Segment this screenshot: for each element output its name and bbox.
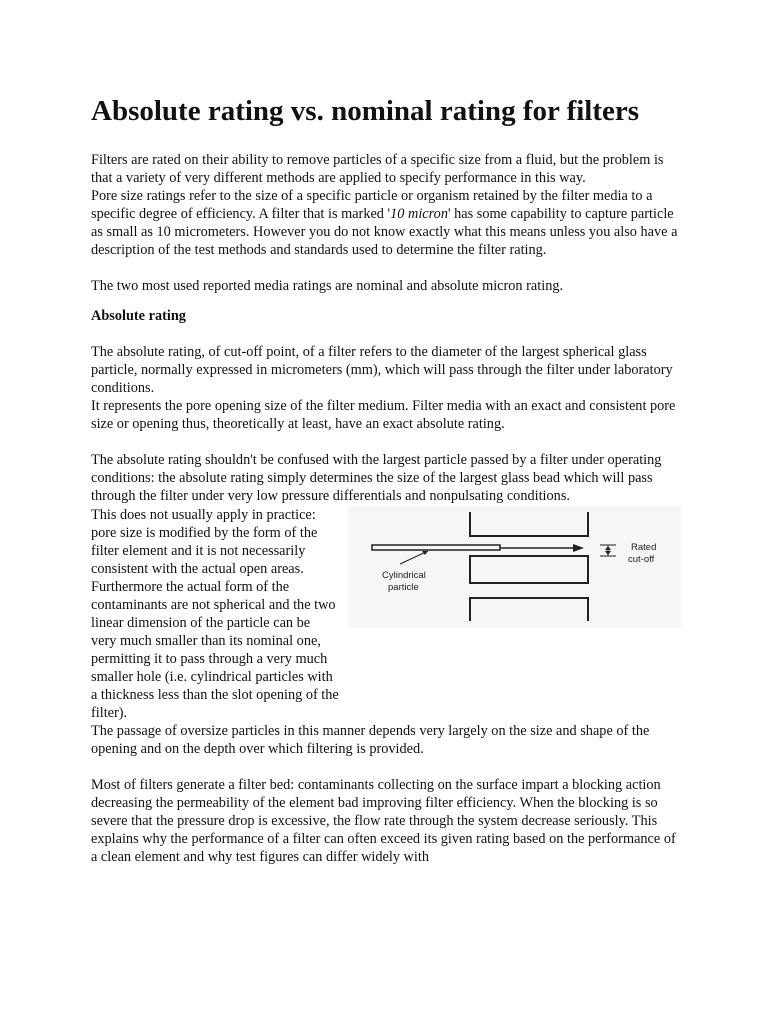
intro-paragraph-3: The two most used reported media ratings are nominal and absolute micron rating. [91,278,564,294]
absolute-paragraph-1: The absolute rating, of cut-off point, of a filter refers to the diameter of the largest spherical glass particle, normally expressed in micrometers (mm), which will pass through the filter under laboratory conditions. [91,344,673,396]
absolute-paragraph-3: The absolute rating shouldn't be confused with the largest particle passed by a filter under operating conditions: the absolute rating simply determines the size of the largest glass bead which will pass through the filter under very low pressure differentials and nonpulsating conditions. [91,452,662,504]
intro-paragraph-1: Filters are rated on their ability to remove particles of a specific size from a fluid, but the problem is that a variety of very different methods are applied to specify performance in this way. [91,152,664,186]
intro-paragraph-2 [91,187,681,259]
cylindrical-particle-shape [372,545,500,550]
cutoff-arrow-up [605,546,611,550]
intro-paragraph-2-text-a: Pore size ratings refer to the size of a specific particle or organism retained by the filter media to a specific degree of efficiency. A filter that is marked ' [91,188,653,222]
intro-paragraph-2-text-b: ' has some capability to capture particle as small as 10 micrometers. However you do not know exactly what this means unless you also have a description of the test methods and standards used to determine the filter rating. [91,206,678,258]
rated-label-line-1: Rated [631,542,657,553]
absolute-paragraph-2: It represents the pore opening size of the filter medium. Filter media with an exact and consistent pore size or opening thus, theoretically at least, have an exact absolute rating. [91,398,676,432]
document-page [91,92,681,866]
absolute-paragraph-5: Most of filters generate a filter bed: contaminants collecting on the surface impart a blocking action decreasing the permeability of the element bad improving filter efficiency. When the blocking is so severe that the pressure drop is excessive, the flow rate through the system decrease seriously. This explains why the performance of a filter can often exceed its given rating based on the performance of a clean element and why test figures can differ widely with [91,777,676,865]
micron-emphasis: 10 micron [390,206,448,222]
flow-arrow-head [573,544,584,552]
filter-bottom-plate [470,598,588,621]
figure-row [91,506,681,722]
particle-label-line-2: particle [388,582,419,593]
section-heading-absolute-rating: Absolute rating [91,308,186,324]
particle-label-line-1: Cylindrical [382,570,426,581]
filter-diagram-svg [348,506,682,628]
filter-diagram [348,506,681,628]
cutoff-arrow-down [605,551,611,555]
absolute-paragraph-4: The passage of oversize particles in this manner depends very largely on the size and shape of the opening and on the depth over which filtering is provided. [91,723,650,757]
figure-side-text: This does not usually apply in practice: pore size is modified by the form of the filter element and it is not necessarily consistent with the actual open areas. Furthermore the actual form of the contaminants are not spherical and the two linear dimension of the particle can be very much smaller than its nominal one, permitting it to pass through a very much smaller hole (i.e. cylindrical particles with a thickness less than the slot opening of the filter). [91,507,339,721]
rated-label-line-2: cut-off [628,554,655,565]
filter-top-plate [470,512,588,536]
page-title: Absolute rating vs. nominal rating for filters [91,95,640,127]
filter-middle-plate [470,556,588,583]
